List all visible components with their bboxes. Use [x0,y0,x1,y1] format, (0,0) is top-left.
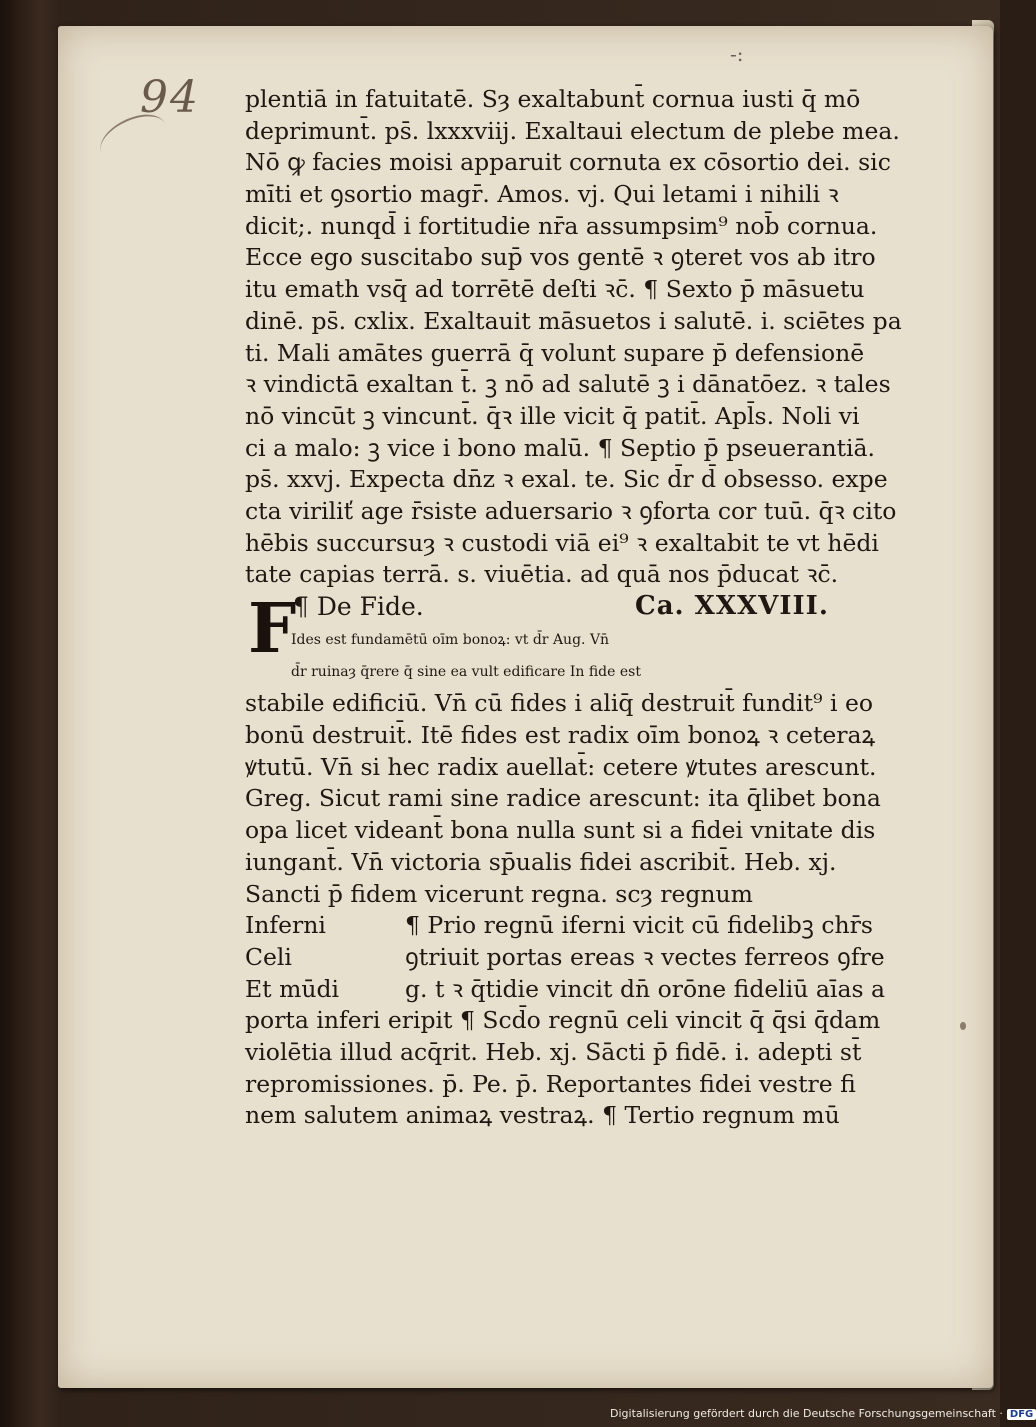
text-line: Nō ꝙ facies moisi apparuit cornuta ex cōsortio dei. sic [245,148,891,177]
text-line: plentiā in fatuitatē. Sȝ exaltabunt̄ cornua iusti q̄ mō [245,85,861,113]
margin-mark: -: [730,42,744,66]
sidebox-text: ¶ Prio regnū iferni vicit cū fidelibꝫ chr̄s [405,911,873,940]
digitization-credit [610,1407,1034,1420]
text-line: repromissiones. p̄. Pe. p̄. Reportantes fidei vestre fi [245,1069,856,1098]
text-line: cta viriliť age r̄siste aduersario ꝛ ꝯforta cor tuū. q̄ꝛ cito [245,496,897,525]
text-line: Greg. Sicut rami sine radice arescunt: ita q̄libet bona [245,784,881,813]
sidebox-text: g. t ꝛ q̄tidie vincit dn̄ orōne fideliū aīas a [405,974,885,1003]
text-line: porta inferi eripit ¶ Scd̄o regnū celi vincit q̄ q̄si q̄dam [245,1006,881,1035]
credit-text: Digitalisierung gefördert durch die Deutsche Forschungsgemeinschaft · [610,1407,1003,1420]
sidebox-label: Celi [245,942,292,971]
dfg-logo: DFG [1007,1409,1036,1420]
sidebox-row [245,942,935,974]
text-line: ti. Mali amātes guerrā q̄ volunt supare p̄ defensionē [245,338,865,367]
folio-number: 94 [140,72,200,123]
text-line: dicit;. nunqd̄ i fortitudie nr̄a assumpsim⁹ nob̄ cornua. [245,211,878,240]
text-line: stabile edificiū. Vn̄ cū fides i aliq̄ destruit̄ fundit⁹ i eo [245,689,874,718]
text-block-top [245,84,935,591]
text-line: d̄r ruinaȝ q̄rere q̄ sine ea vult edificare In fide est [291,663,641,680]
sidebox-row [245,974,935,1006]
page-text [245,84,935,1132]
chapter-title: ¶ De Fide. [293,592,424,621]
text-line: ꝟtutū. Vn̄ si hec radix auellat̄: cetere ꝟtutes arescunt. [245,752,877,781]
text-block-body [245,625,935,910]
text-line: itu emath vsq̄ ad torrētē deſti ꝛc̄. ¶ Sexto p̄ māsuetu [245,275,865,304]
drop-capital: F [248,589,297,669]
text-line: ꝛ vindictā exaltan t̄. ꝫ nō ad salutē ꝫ i dānatōez. ꝛ tales [245,370,891,399]
text-line: Sancti p̄ fidem vicerunt regna. scȝ regnum [245,879,753,908]
sidebox-list [245,910,935,1005]
sidebox-row [245,910,935,942]
text-line: opa licet videant̄ bona nulla sunt si a fidei vnitate dis [245,816,876,845]
sidebox-label: Et mūdi [245,974,340,1003]
text-line: ci a malo: ꝫ vice i bono malū. ¶ Septio p̄ pseuerantiā. [245,433,876,462]
chapter-number: Ca. XXXVIII. [635,591,829,621]
text-line: mīti et ꝯsortio magr̄. Amos. vj. Qui letami i nihili ꝛ [245,180,839,209]
text-line: ps̄. xxvj. Expecta dn̄z ꝛ exal. te. Sic d̄r d̄ obsesso. expe [245,465,888,494]
text-line: dinē. ps̄. cxlix. Exaltauit māsuetos i salutē. i. sciētes pa [245,306,902,335]
text-line: Ides est fundamētū oīm bonoꝝ: vt d̄r Aug. Vn̄ [291,632,610,648]
text-line: bonū destruit̄. Itē fides est radix oīm bonoꝝ ꝛ ceteraꝝ [245,721,876,750]
text-line: iungant̄. Vn̄ victoria sp̄ualis fidei ascribit̄. Heb. xj. [245,847,837,876]
text-block-bottom [245,1005,935,1132]
sidebox-label: Inferni [245,911,326,940]
text-line: Ecce ego suscitabo sup̄ vos gentē ꝛ ꝯteret vos ab itro [245,243,876,272]
sidebox-text: ꝯtriuit portas ereas ꝛ vectes ferreos ꝯfre [405,942,885,971]
chapter-heading [245,591,935,625]
text-line: deprimunt̄. ps̄. lxxxviij. Exaltaui electum de plebe mea. [245,116,900,145]
text-line: violētia illud acq̄rit. Heb. xj. Sācti p̄ fidē. i. adepti st̄ [245,1037,862,1066]
text-line: nem salutem animaꝝ vestraꝝ. ¶ Tertio regnum mū [245,1101,840,1130]
text-line: nō vincūt ꝫ vincunt̄. q̄ꝛ ille vicit q̄ patit̄. Apl̄s. Noli vi [245,401,860,430]
text-line: tate capias terrā. s. viuētia. ad quā nos p̄ducat ꝛc̄. [245,560,839,589]
text-line: hēbis succursuȝ ꝛ custodi viā ei⁹ ꝛ exaltabit te vt hēdi [245,528,879,557]
margin-dot [960,1022,966,1030]
